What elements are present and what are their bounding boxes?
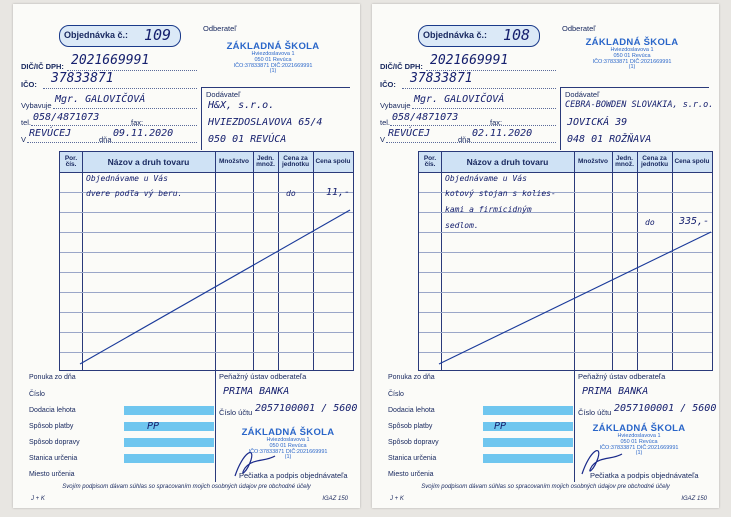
tel-label: tel.	[380, 118, 391, 127]
ico-label: IČO:	[380, 80, 396, 89]
destination-place-label: Miesto určenia	[29, 471, 75, 478]
place-value: REVÚCEJ	[29, 128, 72, 139]
account-label: Číslo účtu	[219, 408, 253, 417]
customer-label: Odberateľ	[562, 24, 596, 33]
order-number-box	[418, 25, 540, 47]
date-value: 09.11.2020	[113, 128, 174, 139]
th-unit: Jedn. množ.	[615, 154, 634, 168]
stamp-street: Hviezdoslavova 1	[617, 432, 661, 439]
tel-value: 058/4871073	[33, 112, 100, 123]
place-value: REVÚCEJ	[388, 128, 431, 139]
delivery-term-bar	[483, 406, 573, 415]
item-line-4: sedlom.	[445, 221, 479, 230]
payment-method-bar	[124, 422, 214, 431]
bank-label: Peňažný ústav odberateľa	[578, 372, 666, 381]
supplier-box	[560, 87, 714, 150]
supplier-line-2: JOVICKÁ 39	[567, 117, 628, 128]
item-line-3: kami a firmicidným	[445, 205, 532, 214]
item-line-1: Objednávame u Vás	[445, 174, 527, 183]
account-label: Číslo účtu	[578, 408, 612, 417]
footer-left: J + K	[390, 496, 404, 502]
date-value: 02.11.2020	[472, 128, 533, 139]
stamp-street: Hviezdoslavova 1	[610, 46, 654, 53]
dic-value: 2021669991	[71, 53, 150, 68]
stamp-ids: IČO:37833871 DIČ:2021669991	[233, 62, 313, 69]
customer-label: Odberateľ	[203, 24, 237, 33]
stamp-street: Hviezdoslavova 1	[251, 50, 295, 57]
destination-station-label: Stanica určenia	[29, 455, 78, 462]
item-line-2: dvere podľa vý beru.	[86, 189, 183, 198]
consent-note: Svojím podpisom dávam súhlas so spracovaním mojich osobných údajov pre obchodné účely	[62, 484, 311, 490]
destination-place-label: Miesto určenia	[388, 471, 434, 478]
supplier-line-1: H&X, s.r.o.	[208, 100, 275, 111]
item-line-1: Objednávame u Vás	[86, 174, 168, 183]
footer-right: IGAZ 150	[681, 496, 707, 502]
transport-method-bar	[124, 438, 214, 447]
footer-right: IGAZ 150	[322, 496, 348, 502]
dic-label: DIČ/IČ DPH:	[380, 62, 423, 71]
supplier-line-3: 050 01 REVÚCA	[208, 134, 287, 145]
stamp-mark: (1)	[269, 68, 277, 75]
supplier-line-1: CEBRA-BOWDEN SLOVAKIA, s.r.o.	[565, 100, 714, 110]
tel-value: 058/4871073	[392, 112, 459, 123]
th-unit-price: Cena za jednotku	[281, 154, 310, 168]
signature-label: Pečiatka a podpis objednávateľa	[239, 471, 348, 480]
school-stamp	[218, 42, 328, 75]
stamp-mark: (1)	[628, 64, 636, 71]
order-number-box	[59, 25, 181, 47]
offer-date-label: Ponuka zo dňa	[29, 374, 76, 381]
number-label: Číslo	[29, 391, 45, 398]
consent-note: Svojím podpisom dávam súhlas so spracovaním mojich osobných údajov pre obchodné účely	[421, 484, 670, 490]
delivery-term-label: Dodacia lehota	[388, 407, 435, 414]
payment-method-value: PP	[494, 421, 507, 432]
signature-label: Pečiatka a podpis objednávateľa	[590, 471, 699, 480]
supplier-label: Dodávateľ	[206, 90, 241, 99]
order-number: 108	[503, 26, 531, 44]
number-label: Číslo	[388, 391, 404, 398]
account-value: 2057100001 / 5600	[255, 403, 358, 414]
th-quantity: Množstvo	[219, 157, 249, 165]
item-total: 11,-	[326, 187, 351, 198]
stamp-mark: (1)	[284, 454, 292, 461]
transport-method-label: Spôsob dopravy	[29, 439, 80, 446]
supplier-label: Dodávateľ	[565, 90, 600, 99]
supplier-line-2: HVIEZDOSLAVOVA 65/4	[208, 117, 323, 128]
stamp-city: 050 01 Revúca	[620, 438, 658, 445]
destination-station-label: Stanica určenia	[388, 455, 437, 462]
order-number-label: Objednávka č.:	[64, 30, 129, 40]
stamp-city: 050 01 Revúca	[254, 56, 292, 63]
stamp-street: Hviezdoslavova 1	[266, 436, 310, 443]
school-stamp	[577, 38, 687, 71]
payment-method-value: PP	[147, 421, 160, 432]
place-prefix: V	[21, 135, 27, 144]
transport-method-bar	[483, 438, 573, 447]
stamp-ids: IČO:37833871 DIČ:2021669991	[592, 58, 672, 65]
tel-label: tel.	[21, 118, 32, 127]
void-slash-line	[60, 152, 353, 370]
th-number: Por. čís.	[423, 154, 437, 168]
items-table	[59, 151, 354, 371]
th-item-name: Názov a druh tovaru	[107, 156, 190, 167]
order-number-label: Objednávka č.:	[423, 30, 488, 40]
void-slash-line	[419, 152, 712, 370]
transport-method-label: Spôsob dopravy	[388, 439, 439, 446]
stamp-ids: IČO:37833871 DIČ:2021669991	[248, 448, 328, 455]
th-unit: Jedn. množ.	[256, 154, 275, 168]
dic-value: 2021669991	[430, 53, 509, 68]
bank-value: PRIMA BANKA	[582, 386, 649, 397]
item-unit-price: do	[286, 189, 296, 198]
fax-label: fax:	[131, 118, 144, 127]
stamp-mark: (1)	[635, 450, 643, 457]
destination-station-bar	[124, 454, 214, 463]
stamp-city: 050 01 Revúca	[613, 52, 651, 59]
stamp-name: ZÁKLADNÁ ŠKOLA	[226, 41, 320, 52]
th-item-name: Názov a druh tovaru	[466, 156, 549, 167]
offer-date-label: Ponuka zo dňa	[388, 374, 435, 381]
th-quantity: Množstvo	[578, 157, 608, 165]
payment-method-label: Spôsob platby	[388, 423, 433, 430]
dic-label: DIČ/IČ DPH:	[21, 62, 64, 71]
th-total: Cena spolu	[315, 157, 351, 165]
destination-station-bar	[483, 454, 573, 463]
place-prefix: V	[380, 135, 386, 144]
order-form-right	[372, 4, 719, 508]
item-total: 335,-	[679, 216, 710, 227]
bank-value: PRIMA BANKA	[223, 386, 290, 397]
ico-value: 37833871	[410, 71, 473, 86]
supplier-line-3: 048 01 ROŽŇAVA	[567, 134, 652, 145]
account-value: 2057100001 / 5600	[614, 403, 717, 414]
stamp-name: ZÁKLADNÁ ŠKOLA	[585, 37, 679, 48]
item-unit-price: do	[645, 218, 655, 227]
handled-by-value: Mgr. GALOVIČOVÁ	[414, 94, 505, 105]
handled-by-value: Mgr. GALOVIČOVÁ	[55, 94, 146, 105]
delivery-term-label: Dodacia lehota	[29, 407, 76, 414]
stamp-city: 050 01 Revúca	[269, 442, 307, 449]
items-table	[418, 151, 713, 371]
th-total: Cena spolu	[674, 157, 710, 165]
th-number: Por. čís.	[64, 154, 78, 168]
stamp-ids: IČO:37833871 DIČ:2021669991	[599, 444, 679, 451]
date-label: dňa	[99, 135, 112, 144]
delivery-term-bar	[124, 406, 214, 415]
th-unit-price: Cena za jednotku	[640, 154, 669, 168]
footer-left: J + K	[31, 496, 45, 502]
item-line-2: kotový stojan s kolies-	[445, 189, 556, 198]
stamp-name: ZÁKLADNÁ ŠKOLA	[592, 423, 686, 434]
payment-method-label: Spôsob platby	[29, 423, 74, 430]
stamp-name: ZÁKLADNÁ ŠKOLA	[241, 427, 335, 438]
fax-label: fax:	[490, 118, 503, 127]
order-form-left	[13, 4, 360, 508]
handled-by-label: Vybavuje	[380, 101, 411, 110]
date-label: dňa	[458, 135, 471, 144]
ico-value: 37833871	[51, 71, 114, 86]
ico-label: IČO:	[21, 80, 37, 89]
handled-by-label: Vybavuje	[21, 101, 52, 110]
supplier-box	[201, 87, 350, 150]
bank-label: Peňažný ústav odberateľa	[219, 372, 307, 381]
order-number: 109	[144, 26, 172, 44]
